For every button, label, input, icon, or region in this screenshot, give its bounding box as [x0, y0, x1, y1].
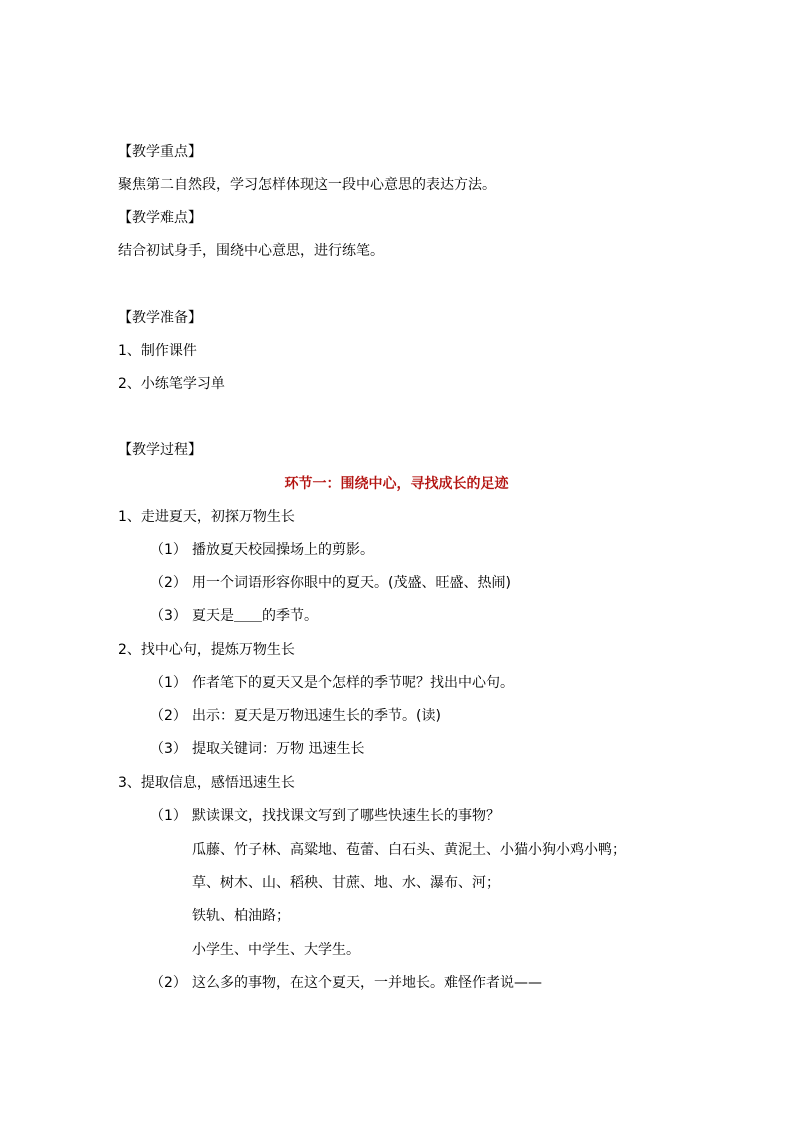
section-title: 环节一：围绕中心，寻找成长的足迹	[284, 476, 509, 492]
item-number: （3）	[150, 608, 187, 624]
item-number: （2）	[150, 975, 187, 991]
item-text: 用一个词语形容你眼中的夏天。(茂盛、旺盛、热闹)	[192, 575, 511, 591]
list-item	[150, 807, 500, 825]
key-points-heading: 【教学重点】	[118, 144, 202, 160]
difficulty-heading: 【教学难点】	[118, 210, 202, 226]
step-title: 3、提取信息，感悟迅速生长	[118, 775, 295, 791]
answer-line: 瓜藤、竹子林、高粱地、苞蕾、白石头、黄泥土、小猫小狗小鸡小鸭；	[192, 842, 626, 858]
list-item	[150, 707, 441, 725]
item-number: （2）	[150, 708, 187, 724]
list-item	[150, 740, 364, 758]
difficulty-text: 结合初试身手，围绕中心意思，进行练笔。	[118, 243, 384, 259]
item-number: （1）	[150, 542, 187, 558]
list-item	[150, 974, 542, 992]
item-text: 这么多的事物，在这个夏天，一并地长。难怪作者说——	[192, 975, 542, 991]
item-text: 夏天是＿＿的季节。	[192, 608, 318, 624]
step-title: 2、找中心句，提炼万物生长	[118, 642, 295, 658]
item-text: 作者笔下的夏天又是个怎样的季节呢？找出中心句。	[192, 675, 514, 691]
answer-line: 小学生、中学生、大学生。	[192, 942, 360, 958]
item-number: （1）	[150, 808, 187, 824]
prep-item: 1、制作课件	[118, 343, 197, 359]
key-points-text: 聚焦第二自然段，学习怎样体现这一段中心意思的表达方法。	[118, 177, 496, 193]
item-number: （3）	[150, 741, 187, 757]
item-text: 提取关键词：万物 迅速生长	[192, 741, 365, 757]
item-text: 出示：夏天是万物迅速生长的季节。(读)	[192, 708, 441, 724]
item-number: （1）	[150, 675, 187, 691]
item-number: （2）	[150, 575, 187, 591]
item-text: 播放夏天校园操场上的剪影。	[192, 542, 374, 558]
item-text: 默读课文，找找课文写到了哪些快速生长的事物？	[192, 808, 500, 824]
prep-heading: 【教学准备】	[118, 310, 202, 326]
process-heading: 【教学过程】	[118, 442, 202, 458]
step-title: 1、走进夏天，初探万物生长	[118, 509, 295, 525]
list-item	[150, 574, 511, 592]
list-item	[150, 674, 514, 692]
prep-item: 2、小练笔学习单	[118, 376, 225, 392]
list-item	[150, 541, 374, 559]
answer-line: 草、树木、山、稻秧、甘蔗、地、水、瀑布、河；	[192, 875, 500, 891]
list-item	[150, 607, 318, 625]
answer-line: 铁轨、柏油路；	[192, 908, 290, 924]
